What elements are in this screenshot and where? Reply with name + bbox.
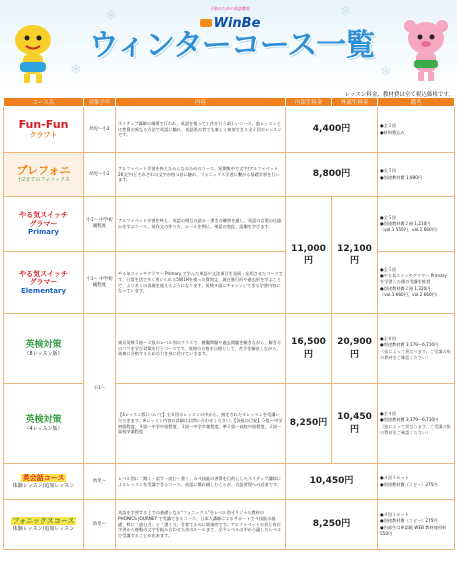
course-name [4, 464, 84, 500]
note-line: ●別途教材費２冊 1,210円 [380, 220, 431, 226]
course-notes [378, 500, 455, 550]
note-line: ●全２回 [380, 123, 397, 129]
note-line: ●材料費込み [380, 129, 405, 135]
table-row [4, 107, 455, 153]
course-external-price: 12,100円 [332, 197, 378, 314]
course-notes [378, 384, 455, 464]
course-subtitle: Primary [27, 228, 59, 237]
header-external-price: 外部生料金 [332, 98, 378, 107]
course-name [4, 107, 84, 153]
note-line: ●別途教材費（コピー）275円 [380, 481, 438, 487]
course-name [4, 314, 84, 384]
course-notes [378, 464, 455, 500]
course-grade: 幼児～ [84, 464, 116, 500]
header-internal-price: 内部生料金 [286, 98, 332, 107]
course-subtitle: Elementary [20, 286, 67, 295]
course-title: プレフォニ [16, 164, 71, 178]
course-price: 8,250円 [286, 500, 378, 550]
course-title: フォニックスコース [12, 516, 75, 525]
note-line: （vol.1 660円、vol.2 660円） [380, 291, 440, 297]
course-description: やる気スイッチグラマー Primary で学んだ単語や文法項目を発展・応用させたコースです。日常生活で多く用いられる5W1Hを使った質問文、現在進行形や過去形を学ぶことで、より多くの表現を使えるようになります。英検４級にチャレンジできる学習内容になっています。 [116, 252, 286, 314]
header-grade: 対象学年 [84, 98, 116, 107]
snowflake-icon: ❄ [380, 64, 392, 80]
course-notes [378, 107, 455, 153]
course-subtitle: クラフト [29, 131, 58, 140]
note-line: ●４回１セット [380, 475, 409, 481]
mascot-right-icon [400, 16, 452, 82]
course-title-line2: グラマー [29, 219, 58, 228]
note-line: ●内部生は単語帳 WEB 教材使用料 550円 [380, 524, 447, 536]
course-subtitle: 体験レッスン/追加レッスン [12, 482, 75, 489]
course-name [4, 384, 84, 464]
note-line: ●別途教材費（コピー）275円 [380, 518, 438, 524]
header-course-name: コース名 [4, 98, 84, 107]
course-title: やる気スイッチ [19, 211, 68, 220]
course-name [4, 197, 84, 252]
table-row [4, 500, 455, 550]
table-row [4, 314, 455, 384]
brand-tagline: 子供のための英語教室 [210, 6, 250, 11]
course-title: Fun-Fun [18, 118, 69, 132]
course-internal-price: 16,500円 [286, 314, 332, 384]
header-notes: 備考 [378, 98, 455, 107]
course-table [3, 97, 455, 550]
course-grade: 幼児～ [84, 500, 116, 550]
course-subtitle: 小2までのフォニックス [17, 177, 70, 184]
table-row [4, 464, 455, 500]
note-line: ●全４回 [380, 410, 397, 416]
note-line: ●全８回 [380, 335, 397, 341]
note-line: ●やる気スイッチグラマー Primary を学習した後の受講を推奨 [380, 273, 447, 285]
course-internal-price: 8,250円 [286, 384, 332, 464]
course-grade: 小1～ 中学初級程度 [84, 252, 116, 314]
course-notes [378, 197, 455, 252]
course-title: 英会話コース [22, 473, 65, 482]
table-row [4, 384, 455, 464]
course-notes [378, 153, 455, 197]
course-notes [378, 314, 455, 384]
course-name [4, 153, 84, 197]
page-title: ウィンターコース一覧 [88, 28, 375, 63]
note-line: （級によって異なります。ご受講の級の教材をご確認ください） [380, 348, 451, 360]
course-subtitle: （8レッスン版） [24, 350, 63, 357]
course-grade: 幼児～小2 [84, 153, 116, 197]
note-line: ●全５回 [380, 168, 397, 174]
price-notice: レッスン料金、教材費は全て税込価格です。 [344, 92, 454, 98]
course-price: 8,800円 [286, 153, 378, 197]
table-header-row [4, 98, 455, 107]
course-description: レベル別に「聞く・話す・読む・書く」の４技能の習得を目的としたネイティブ講師によるレッスンを受講できるコース。英語に慣れ親しむことが、言語習得への近道です。 [116, 464, 286, 500]
course-price: 10,450円 [286, 464, 378, 500]
course-external-price: 10,450円 [332, 384, 378, 464]
note-line: ●別途教材費 1,980円 [380, 174, 423, 180]
note-line: ●４回１セット [380, 511, 409, 517]
course-title: やる気スイッチ [19, 269, 68, 278]
course-name [4, 500, 84, 550]
course-description: アルファベット学習を終えたみんなのためのコース。短期集中で文字(アルファベット26文字)とそれぞれの文字が持つ音に触れ、フォニックス学習に繋がる基礎学習を行います。 [116, 153, 286, 197]
course-subtitle: （4レッスン版） [24, 425, 63, 432]
note-line: ●全５回 [380, 266, 397, 272]
note-line: （級によって異なります。ご受講の級の教材をご確認ください） [380, 423, 451, 435]
snowflake-icon: ❄ [105, 8, 117, 24]
course-description: 東京英検５級～２級のレベル別のクラスで、模擬問題や過去問題を解きながら、解き方のコツを学び対策を行うコースです。英検の合格を目標として、苦手を解決しながら、英検に合格するための力を身に付けていきます。 [116, 314, 286, 384]
brand-name: WinBe [213, 16, 261, 31]
course-description: 【4レッスン版について】全８回のレッスンの中から、指定された４レッスンを受講いただきます。※レッスン内容の詳細はお問い合わせください。【各級の目安】５級～中学初級程度、４級～中学中級程度、３級～中学卒業程度、準２級～高校中級程度、２級～高校卒業程度 [116, 384, 286, 464]
course-external-price: 20,900円 [332, 314, 378, 384]
table-row [4, 197, 455, 252]
course-title: 英検対策 [25, 339, 62, 350]
course-notes [378, 252, 455, 314]
mascot-left-icon [8, 22, 58, 84]
course-description: ネイティブ講師の指導で行われ、英語を使って工作を行う楽しいコース。他レッスンとは性質の異なる方法で英語に触れ、英語処の者でも楽しく参加できる全２回のレッスンです。 [116, 107, 286, 153]
course-grade: 小1～ 中学初級程度 [84, 197, 116, 252]
note-line: （vol.1 550円、vol.2 660円） [380, 227, 440, 233]
course-title-line2: グラマー [29, 278, 58, 287]
table-row [4, 153, 455, 197]
course-internal-price: 11,000円 [286, 197, 332, 314]
snowflake-icon: ❄ [70, 62, 82, 78]
course-grade: 幼児～小2 [84, 107, 116, 153]
note-line: ●全５回 [380, 214, 397, 220]
header-banner [0, 0, 457, 88]
note-line: ●別途教材費 3,179～6,710円 [380, 342, 439, 348]
snowflake-icon: ❄ [340, 4, 352, 20]
note-line: ●別途教材費 3,179～6,710円 [380, 417, 439, 423]
course-price: 4,400円 [286, 107, 378, 153]
header-content: 内容 [116, 98, 286, 107]
table-row [4, 252, 455, 314]
course-grade: 小1～ [84, 314, 116, 464]
course-title: 英検対策 [25, 414, 62, 425]
note-line: ●別途教材費２冊 1,320円 [380, 285, 431, 291]
course-name [4, 252, 84, 314]
course-description: 英語を学習する上での基礎となる“フォニックス”をレベル別オリジナル教材の PHONICS JOURNEY で受講できるコース。日本人講師によるサポートで４技能の基礎、特に「読む力」と「書く力」を育てるのに効果的です。アルファベットの音と音の学習から複数の文字を組み合わせた音のルールまで、全４レベルの中から適したレベルで受講することが出来ます。 [116, 500, 286, 550]
course-subtitle: 体験レッスン/追加レッスン [12, 525, 75, 532]
course-description: アルファベット学習を終え、英語の相互の読み・書きの練習を通し、英語の言葉の仕組みを学ぶコース。英作文の作り方、ルールを例に、単語の変化、語順を学びます。 [116, 197, 286, 252]
